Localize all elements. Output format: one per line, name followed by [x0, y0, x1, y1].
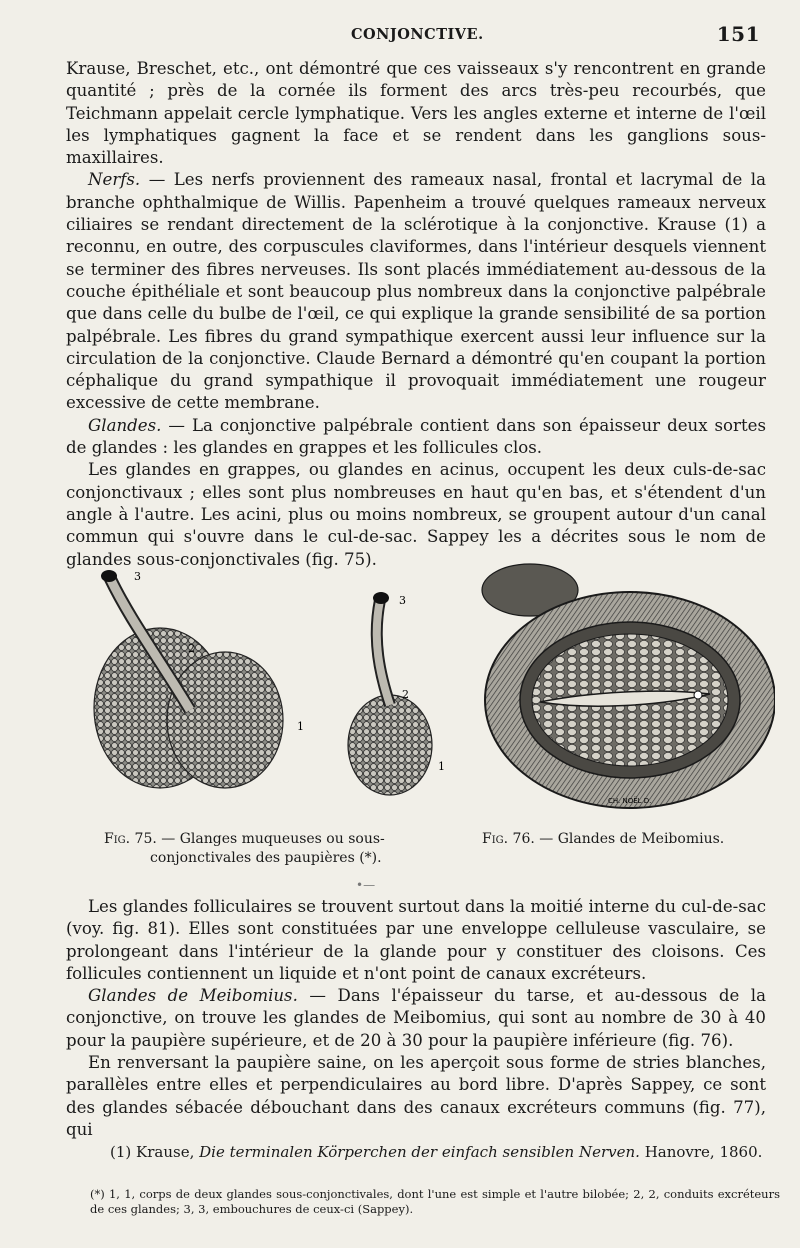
figure-legend-footnote: (*) 1, 1, corps de deux glandes sous-conjonctivales, dont l'une est simple et l'autre bilobée; 2, 2, conduits excréteurs de ces glandes; 3, 3, embouchures de ceux-ci (Sappey).	[90, 1187, 780, 1216]
paragraph-follicular-glands: Les glandes folliculaires se trouvent surtout dans la moitié interne du cul-de-sac (voy. fig. 81). Elles sont constituées par une enveloppe celluleuse vasculaire, se prolongeant dans l'intérieur de la glande pour y constituer des cloisons. Ces follicules contiennent un liquide et n'ont point de canaux excréteurs.	[66, 897, 766, 983]
marker-2b: 2	[402, 688, 409, 701]
body-text-top	[66, 58, 766, 571]
marker-1a: 1	[297, 720, 304, 733]
marker-1b: 1	[438, 760, 445, 773]
page-header	[66, 22, 760, 50]
paragraph-nerves: Nerfs. — Les nerfs proviennent des rameaux nasal, frontal et lacrymal de la branche ophthalmique de Willis. Papenheim a trouvé quelques rameaux nerveux ciliaires se rendant directement de la sclérotique à la conjonctive. Krause (1) a reconnu, en outre, des corpuscules claviformes, dans l'intérieur desquels viennent se terminer des fibres nerveuses. Ils sont placés immédiatement au-dessous de la couche épithéliale et sont beaucoup plus nombreux dans la conjonctive palpébrale que dans celle du bulbe de l'œil, ce qui explique la grande sensibilité de sa portion palpébrale. Les fibres du grand sympathique exercent aussi leur influence sur la circulation de la conjonctive. Claude Bernard a démontré qu'en coupant la portion céphalique du grand sympathique il provoquait immédiatement une rougeur excessive de cette membrane.	[66, 170, 766, 413]
marker-3a: 3	[134, 570, 141, 583]
footnote-publication: Hanovre, 1860.	[644, 1143, 763, 1161]
fig76-illustration	[470, 560, 775, 815]
engraver-signature: CH. NOËL D.	[608, 797, 652, 805]
fig75-illustration	[90, 560, 450, 810]
fig76-label: Fig. 76.	[482, 831, 535, 847]
footnote	[110, 1142, 770, 1162]
footnote-author: Krause,	[136, 1143, 195, 1161]
paragraph-grape-glands: Les glandes en grappes, ou glandes en acinus, occupent les deux culs-de-sac conjonctivaux ; elles sont plus nombreuses en haut qu'en bas, et s'étendent d'un angle à l'autre. Les acini, plus ou moins nombreux, se groupent autour d'un canal commun qui s'ouvre dans le cul-de-sac. Sappey les a décrites sous le nom de glandes sous-conjonctivales (fig. 75).	[66, 460, 766, 569]
fig75-caption: Fig. 75. — Glanges muqueuses ou sous- conjonctivales des paupières (*).	[104, 831, 385, 866]
page-number: 151	[716, 22, 760, 46]
footnote-marker: (1)	[110, 1143, 132, 1161]
fig75-label: Fig. 75.	[104, 831, 157, 847]
footnote-title: Die terminalen Körperchen der einfach sensiblen Nerven.	[199, 1143, 640, 1161]
section-lead-glandes: Glandes.	[88, 415, 162, 435]
body-text-bottom	[66, 896, 766, 1141]
marker-2a: 2	[188, 642, 195, 655]
paragraph-glands: Glandes. — La conjonctive palpébrale contient dans son épaisseur deux sortes de glandes : les glandes en grappes et les follicules clos.	[66, 415, 766, 458]
paragraph-lymphatics: Krause, Breschet, etc., ont démontré que ces vaisseaux s'y rencontrent en grande quantité ; près de la cornée ils forment des arcs très-peu recourbés, que Teichmann appelait cercle lymphatique. Vers les angles externe et interne de l'œil les lymphatiques gagnent la face et se rendent dans les ganglions sous-maxillaires.	[66, 59, 766, 168]
ornament-mark: •—	[356, 878, 376, 892]
running-title: CONJONCTIVE.	[351, 26, 484, 43]
section-lead-nerfs: Nerfs.	[88, 170, 141, 190]
paragraph-striae: En renversant la paupière saine, on les aperçoit sous forme de stries blanches, parallèles entre elles et perpendiculaires au bord libre. D'après Sappey, ce sont des glandes sébacée débouchant dans des canaux excréteurs communs (fig. 77), qui	[66, 1053, 766, 1139]
section-lead-meibomius: Glandes de Meibomius.	[88, 986, 298, 1006]
fig76-caption: Fig. 76. — Glandes de Meibomius.	[482, 831, 725, 847]
paragraph-meibomius: Glandes de Meibomius. — Dans l'épaisseur du tarse, et au-dessous de la conjonctive, on trouve les glandes de Meibomius, qui sont au nombre de 30 à 40 pour la paupière supérieure, et de 20 à 30 pour la paupière inférieure (fig. 76).	[66, 986, 766, 1050]
figures-area	[70, 560, 780, 866]
marker-3b: 3	[399, 594, 406, 607]
